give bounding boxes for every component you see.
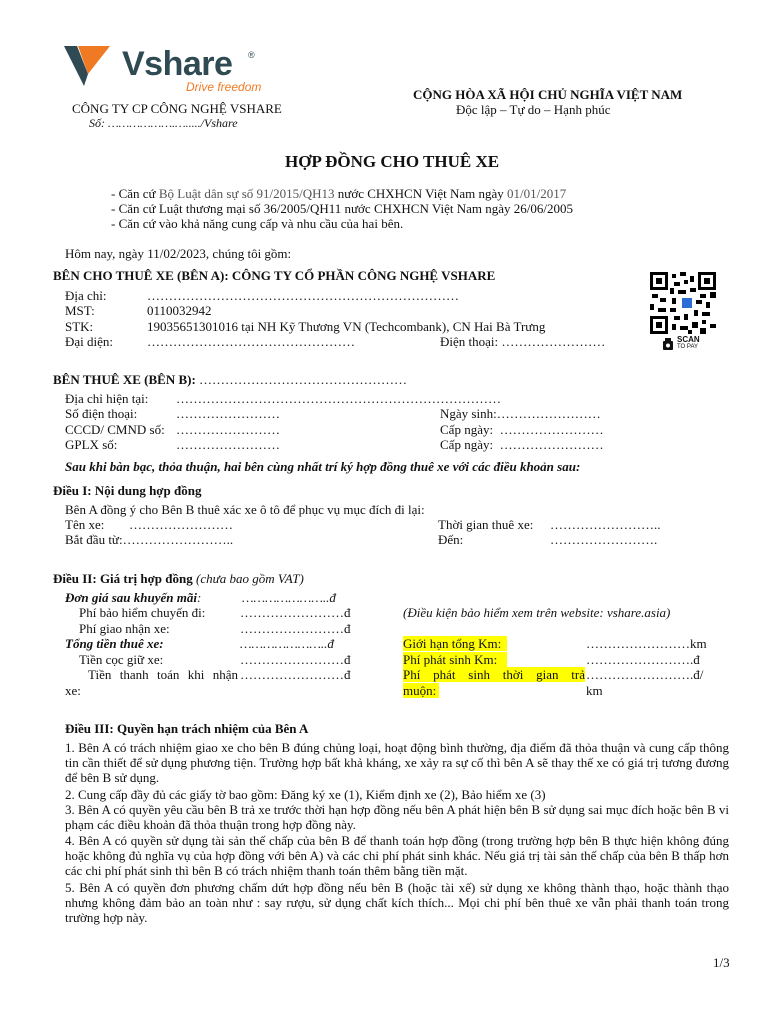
rental-period-value: …………………….. — [550, 517, 661, 532]
insurance-fee-label: Phí bảo hiểm chuyến đi: — [79, 605, 206, 620]
article-3-clause-5: 5. Bên A có quyền đơn phương chấm dứt hợp đồng nếu bên B (hoặc tài xế) sử dụng xe không thành thạo, hoặc thành thạo nhưng không đảm bảo an toàn như : say rượu, sử dụng chất kích thích... Mọi chi phí bên thuê xe vẫn phải thanh toán trong trường hợp này. — [65, 880, 729, 925]
legal-basis-3: - Căn cứ vào khả năng cung cấp và nhu cầu của hai bên. — [111, 216, 404, 231]
end-value: ……………………. — [550, 532, 658, 547]
article-3-clause-3: 3. Bên A có quyền yêu cầu bên B trả xe trước thời hạn hợp đồng nếu bên A phát hiện bên B sử dụng sai mục đích hoặc bên B vi phạm các điều khoản đã thỏa thuận trong hợp đồng này. — [65, 802, 729, 832]
page-number: 1/3 — [713, 955, 730, 970]
article-3-heading: Điều III: Quyền hạn trách nhiệm của Bên A — [65, 721, 309, 736]
total-rent-label: Tổng tiền thuê xe: — [65, 636, 164, 651]
party-a-bank-label: STK: — [65, 319, 94, 334]
party-a-rep-label: Đại diện: — [65, 334, 114, 349]
article-3-clause-2: 2. Cung cấp đầy đủ các giấy tờ bao gồm: Đăng ký xe (1), Kiểm định xe (2), Bảo hiểm xe (3) — [65, 787, 546, 802]
scan-to-pay-label: SCAN TO PAY — [661, 336, 709, 352]
km-limit-value: ……………………km — [586, 636, 707, 651]
payment-on-receipt-label: Tiền thanh toán khi nhận — [88, 667, 238, 682]
intro-line: Hôm nay, ngày 11/02/2023, chúng tôi gồm: — [65, 246, 292, 261]
national-motto: Độc lập – Tự do – Hạnh phúc — [456, 102, 611, 117]
party-b-heading: BÊN THUÊ XE (BÊN B): ………………………………………… — [53, 372, 408, 387]
article-1-text: Bên A đồng ý cho Bên B thuê xác xe ô tô để phục vụ mục đích đi lại: — [65, 502, 425, 517]
party-b-id-label: CCCD/ CMND số: — [65, 422, 165, 437]
promo-price-label: Đơn giá sau khuyến mãi: — [65, 590, 202, 605]
party-b-phone-label: Số điện thoại: — [65, 406, 138, 421]
party-a-bank-value: 19035651301016 tại NH Kỹ Thương VN (Techcombank), CN Hai Bà Trưng — [147, 319, 546, 334]
km-limit-label: Giới hạn tổng Km: — [403, 636, 507, 651]
party-a-tax-value: 0110032942 — [147, 303, 212, 318]
total-rent-value: …………………..đ — [240, 636, 334, 651]
national-title: CỘNG HÒA XÃ HỘI CHỦ NGHĨA VIỆT NAM — [413, 87, 683, 102]
rental-period-label: Thời gian thuê xe: — [438, 517, 534, 532]
logo-brand: Vshare — [122, 45, 233, 83]
late-return-fee-label-cont: muộn: — [403, 683, 439, 698]
late-return-fee-label: Phí phát sinh thời gian trả — [403, 667, 585, 682]
start-label: Bắt đầu từ:…………………….. — [65, 532, 234, 547]
vshare-logo-mark-icon — [64, 44, 112, 88]
party-b-dob: Ngày sinh:…………………… — [440, 406, 601, 421]
km-fee-value: …………………….đ — [586, 652, 700, 667]
payment-on-receipt-value: ……………………đ — [240, 667, 351, 682]
party-a-address-label: Địa chỉ: — [65, 288, 107, 303]
page-title: HỢP ĐỒNG CHO THUÊ XE — [285, 152, 500, 171]
logo-registered: ® — [248, 50, 255, 60]
party-b-address-value: ………………………………………………………………… — [176, 391, 501, 406]
legal-basis-1: - Căn cứ Bộ Luật dân sự số 91/2015/QH13 nước CHXHCN Việt Nam ngày 01/01/2017 — [111, 186, 567, 201]
party-a-address-value: ……………………………………………………………… — [147, 288, 459, 303]
document-number: Số: ……………….…...../Vshare — [89, 116, 238, 130]
deposit-value: ……………………đ — [240, 652, 351, 667]
party-b-id-issue: Cấp ngày: …………………… — [440, 422, 604, 437]
article-1-heading: Điều I: Nội dung hợp đồng — [53, 483, 202, 498]
phone-scan-icon — [661, 337, 675, 351]
insurance-note: (Điều kiện bảo hiểm xem trên website: vshare.asia) — [403, 605, 671, 620]
party-b-address-label: Địa chỉ hiện tại: — [65, 391, 149, 406]
party-b-id-value: …………………… — [176, 422, 280, 437]
promo-price-value: …………………..đ — [242, 590, 336, 605]
late-return-fee-unit: km — [586, 683, 603, 698]
qr-code-icon — [650, 272, 716, 334]
party-a-tax-label: MST: — [65, 303, 95, 318]
agreement-statement: Sau khi bàn bạc, thỏa thuận, hai bên cùng nhất trí ký hợp đồng thuê xe với các điều khoản sau: — [65, 459, 581, 474]
article-3-clause-4: 4. Bên A có quyền sử dụng tài sản thế chấp của bên B để thanh toán hợp đồng (trong trường hợp bên B thực hiện không đúng hoặc không đủ nghĩa vụ của hợp đồng với bên A) và các chi phí phát sinh khác. Nếu giá trị tài sản thế chấp của bên B thấp hơn các chi phí phát sinh thì bên B có trách nhiệm thanh toán thêm bằng tiền mặt. — [65, 833, 729, 878]
party-a-heading: BÊN CHO THUÊ XE (BÊN A): CÔNG TY CỔ PHẦN CÔNG NGHỆ VSHARE — [53, 268, 496, 283]
car-name-label: Tên xe: — [65, 517, 105, 532]
delivery-fee-label: Phí giao nhận xe: — [79, 621, 170, 636]
insurance-fee-value: ……………………đ — [240, 605, 351, 620]
legal-basis-2: - Căn cứ Luật thương mại số 36/2005/QH11 nước CHXHCN Việt Nam ngày 26/06/2005 — [111, 201, 573, 216]
party-b-license-value: …………………… — [176, 437, 280, 452]
car-name-value: …………………… — [129, 517, 233, 532]
party-a-rep-value: ………………………………………… — [147, 334, 355, 349]
payment-on-receipt-label-cont: xe: — [65, 683, 81, 698]
end-label: Đến: — [438, 532, 464, 547]
deposit-label: Tiền cọc giữ xe: — [79, 652, 164, 667]
party-b-license-issue: Cấp ngày: …………………… — [440, 437, 604, 452]
party-a-phone: Điện thoại: …………………… — [440, 334, 606, 349]
logo-tagline: Drive freedom — [186, 80, 262, 94]
article-2-heading: Điều II: Giá trị hợp đồng (chưa bao gồm VAT) — [53, 571, 304, 586]
company-name: CÔNG TY CP CÔNG NGHỆ VSHARE — [72, 101, 282, 116]
delivery-fee-value: ……………………đ — [240, 621, 351, 636]
article-3-clause-1: 1. Bên A có trách nhiệm giao xe cho bên B đúng chủng loại, hoạt động bình thường, địa điểm đã thỏa thuận và cung cấp thông tin cần thiết để sử dụng phương tiện. Trường hợp bất khả kháng, xe xảy ra sự cố thì bên A sẽ thay thế xe có giá trị tương đương để bên B sử dụng. — [65, 740, 729, 785]
late-return-fee-value: …………………….đ/ — [586, 667, 704, 682]
company-logo — [64, 44, 264, 94]
party-b-phone-value: …………………… — [176, 406, 280, 421]
party-b-license-label: GPLX số: — [65, 437, 118, 452]
km-fee-label: Phí phát sinh Km: — [403, 652, 507, 667]
